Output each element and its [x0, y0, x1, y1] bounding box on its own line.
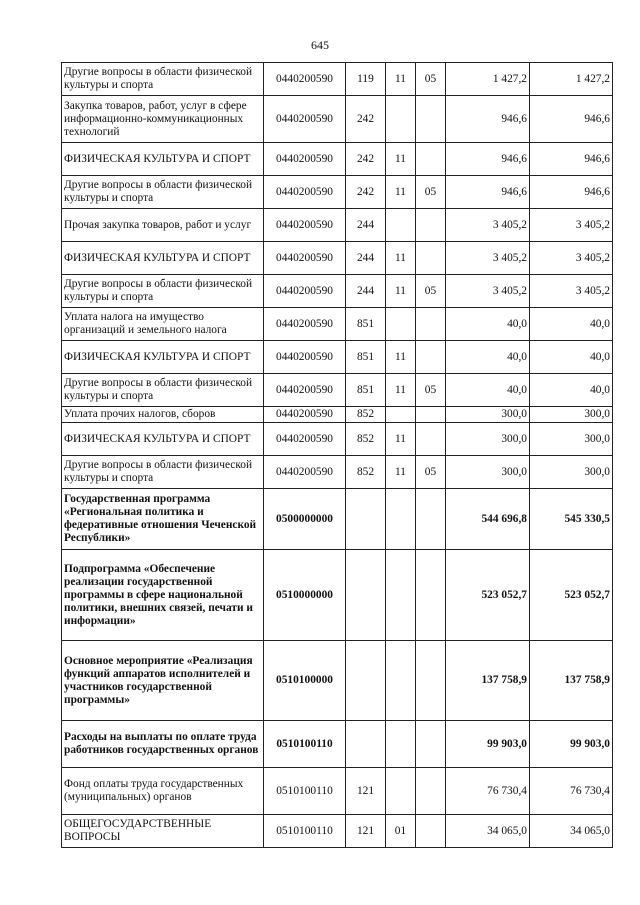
table-row: [62, 242, 613, 275]
table-row: [62, 176, 613, 209]
row-subsection: [416, 815, 446, 848]
row-expense-type: 119: [346, 63, 386, 96]
row-amount-year-1: 300,0: [446, 407, 530, 423]
row-amount-year-2: 946,6: [530, 143, 613, 176]
row-amount-year-2: 76 730,4: [530, 768, 613, 815]
row-amount-year-2: 40,0: [530, 374, 613, 407]
row-amount-year-1: 40,0: [446, 374, 530, 407]
row-amount-year-1: 946,6: [446, 176, 530, 209]
table-row: [62, 489, 613, 550]
table-row: [62, 275, 613, 308]
row-section: [386, 641, 416, 721]
row-subsection: [416, 768, 446, 815]
row-target-code: 0440200590: [264, 407, 346, 423]
row-expense-type: 244: [346, 275, 386, 308]
row-amount-year-2: 3 405,2: [530, 209, 613, 242]
row-amount-year-1: 137 758,9: [446, 641, 530, 721]
row-subsection: 05: [416, 456, 446, 489]
row-section: 11: [386, 242, 416, 275]
row-target-code: 0440200590: [264, 63, 346, 96]
table-row: [62, 423, 613, 456]
row-target-code: 0510100110: [264, 721, 346, 768]
row-amount-year-2: 300,0: [530, 456, 613, 489]
row-target-code: 0440200590: [264, 423, 346, 456]
row-section: 11: [386, 275, 416, 308]
row-subsection: 05: [416, 176, 446, 209]
row-section: 11: [386, 374, 416, 407]
row-target-code: 0510100000: [264, 641, 346, 721]
row-name: Подпрограмма «Обеспечение реализации государственной программы в сфере национальной политики, внешних связей, печати и информации»: [62, 550, 264, 641]
row-subsection: [416, 641, 446, 721]
row-amount-year-1: 3 405,2: [446, 242, 530, 275]
row-subsection: [416, 242, 446, 275]
row-expense-type: [346, 721, 386, 768]
table-row: [62, 209, 613, 242]
row-name: ФИЗИЧЕСКАЯ КУЛЬТУРА И СПОРТ: [62, 242, 264, 275]
row-expense-type: 851: [346, 374, 386, 407]
page-number: 645: [311, 38, 329, 52]
table-row: [62, 407, 613, 423]
row-subsection: [416, 96, 446, 143]
row-subsection: [416, 721, 446, 768]
row-section: 11: [386, 423, 416, 456]
row-subsection: [416, 550, 446, 641]
row-amount-year-2: 300,0: [530, 407, 613, 423]
row-expense-type: [346, 550, 386, 641]
row-expense-type: 242: [346, 176, 386, 209]
row-expense-type: 242: [346, 96, 386, 143]
row-name: ФИЗИЧЕСКАЯ КУЛЬТУРА И СПОРТ: [62, 143, 264, 176]
row-target-code: 0440200590: [264, 308, 346, 341]
table-row: [62, 96, 613, 143]
row-amount-year-1: 34 065,0: [446, 815, 530, 848]
row-name: Прочая закупка товаров, работ и услуг: [62, 209, 264, 242]
table-row: [62, 374, 613, 407]
row-name: ФИЗИЧЕСКАЯ КУЛЬТУРА И СПОРТ: [62, 341, 264, 374]
row-expense-type: 852: [346, 456, 386, 489]
row-section: [386, 96, 416, 143]
row-section: [386, 308, 416, 341]
row-expense-type: [346, 489, 386, 550]
row-name: Уплата прочих налогов, сборов: [62, 407, 264, 423]
row-name: Уплата налога на имущество организаций и земельного налога: [62, 308, 264, 341]
row-expense-type: 121: [346, 815, 386, 848]
table-row: [62, 143, 613, 176]
row-name: Другие вопросы в области физической культуры и спорта: [62, 275, 264, 308]
row-expense-type: 121: [346, 768, 386, 815]
table-row: [62, 721, 613, 768]
row-target-code: 0510100110: [264, 815, 346, 848]
row-section: [386, 407, 416, 423]
row-target-code: 0440200590: [264, 209, 346, 242]
row-amount-year-1: 3 405,2: [446, 209, 530, 242]
row-target-code: 0510100110: [264, 768, 346, 815]
row-name: ОБЩЕГОСУДАРСТВЕННЫЕ ВОПРОСЫ: [62, 815, 264, 848]
row-amount-year-2: 137 758,9: [530, 641, 613, 721]
row-amount-year-2: 545 330,5: [530, 489, 613, 550]
row-amount-year-2: 40,0: [530, 341, 613, 374]
table-row: [62, 815, 613, 848]
row-section: 11: [386, 143, 416, 176]
row-section: 11: [386, 63, 416, 96]
row-section: [386, 550, 416, 641]
row-name: Государственная программа «Региональная политика и федеративные отношения Чеченской Республики»: [62, 489, 264, 550]
row-name: Другие вопросы в области физической культуры и спорта: [62, 63, 264, 96]
row-expense-type: 852: [346, 423, 386, 456]
row-subsection: 05: [416, 63, 446, 96]
row-amount-year-1: 1 427,2: [446, 63, 530, 96]
row-subsection: [416, 308, 446, 341]
row-subsection: [416, 423, 446, 456]
row-amount-year-1: 523 052,7: [446, 550, 530, 641]
row-name: Фонд оплаты труда государственных (муниципальных) органов: [62, 768, 264, 815]
row-subsection: [416, 143, 446, 176]
row-target-code: 0440200590: [264, 374, 346, 407]
row-name: Другие вопросы в области физической культуры и спорта: [62, 456, 264, 489]
row-amount-year-1: 76 730,4: [446, 768, 530, 815]
row-subsection: 05: [416, 374, 446, 407]
row-amount-year-1: 300,0: [446, 423, 530, 456]
row-target-code: 0440200590: [264, 176, 346, 209]
row-section: 01: [386, 815, 416, 848]
row-subsection: [416, 209, 446, 242]
table-row: [62, 768, 613, 815]
row-name: Расходы на выплаты по оплате труда работников государственных органов: [62, 721, 264, 768]
row-amount-year-2: 523 052,7: [530, 550, 613, 641]
row-target-code: 0440200590: [264, 242, 346, 275]
row-amount-year-1: 946,6: [446, 143, 530, 176]
row-target-code: 0440200590: [264, 143, 346, 176]
row-section: 11: [386, 176, 416, 209]
row-expense-type: 851: [346, 308, 386, 341]
row-name: Основное мероприятие «Реализация функций аппаратов исполнителей и участников государственной программы»: [62, 641, 264, 721]
row-section: 11: [386, 341, 416, 374]
row-target-code: 0440200590: [264, 96, 346, 143]
row-amount-year-1: 946,6: [446, 96, 530, 143]
row-amount-year-2: 40,0: [530, 308, 613, 341]
row-name: Закупка товаров, работ, услуг в сфере информационно-коммуникационных технологий: [62, 96, 264, 143]
table-row: [62, 341, 613, 374]
row-amount-year-1: 40,0: [446, 308, 530, 341]
row-section: [386, 489, 416, 550]
table-row: [62, 550, 613, 641]
row-section: [386, 721, 416, 768]
row-subsection: [416, 407, 446, 423]
row-amount-year-1: 544 696,8: [446, 489, 530, 550]
table-row: [62, 456, 613, 489]
row-target-code: 0440200590: [264, 341, 346, 374]
budget-table: [61, 62, 613, 848]
row-section: [386, 209, 416, 242]
row-amount-year-1: 40,0: [446, 341, 530, 374]
row-amount-year-2: 300,0: [530, 423, 613, 456]
row-amount-year-2: 1 427,2: [530, 63, 613, 96]
row-amount-year-1: 3 405,2: [446, 275, 530, 308]
row-name: Другие вопросы в области физической культуры и спорта: [62, 374, 264, 407]
row-name: Другие вопросы в области физической культуры и спорта: [62, 176, 264, 209]
row-subsection: 05: [416, 275, 446, 308]
table-row: [62, 63, 613, 96]
row-expense-type: 852: [346, 407, 386, 423]
row-section: 11: [386, 456, 416, 489]
row-amount-year-1: 99 903,0: [446, 721, 530, 768]
row-expense-type: 851: [346, 341, 386, 374]
row-target-code: 0440200590: [264, 275, 346, 308]
row-expense-type: 244: [346, 242, 386, 275]
row-amount-year-2: 3 405,2: [530, 275, 613, 308]
row-amount-year-2: 946,6: [530, 176, 613, 209]
row-section: [386, 768, 416, 815]
row-amount-year-2: 34 065,0: [530, 815, 613, 848]
row-amount-year-2: 946,6: [530, 96, 613, 143]
row-subsection: [416, 489, 446, 550]
row-expense-type: [346, 641, 386, 721]
row-amount-year-2: 99 903,0: [530, 721, 613, 768]
row-target-code: 0510000000: [264, 550, 346, 641]
row-target-code: 0440200590: [264, 456, 346, 489]
row-amount-year-1: 300,0: [446, 456, 530, 489]
row-name: ФИЗИЧЕСКАЯ КУЛЬТУРА И СПОРТ: [62, 423, 264, 456]
row-amount-year-2: 3 405,2: [530, 242, 613, 275]
row-target-code: 0500000000: [264, 489, 346, 550]
row-subsection: [416, 341, 446, 374]
table-row: [62, 641, 613, 721]
row-expense-type: 242: [346, 143, 386, 176]
row-expense-type: 244: [346, 209, 386, 242]
table-row: [62, 308, 613, 341]
